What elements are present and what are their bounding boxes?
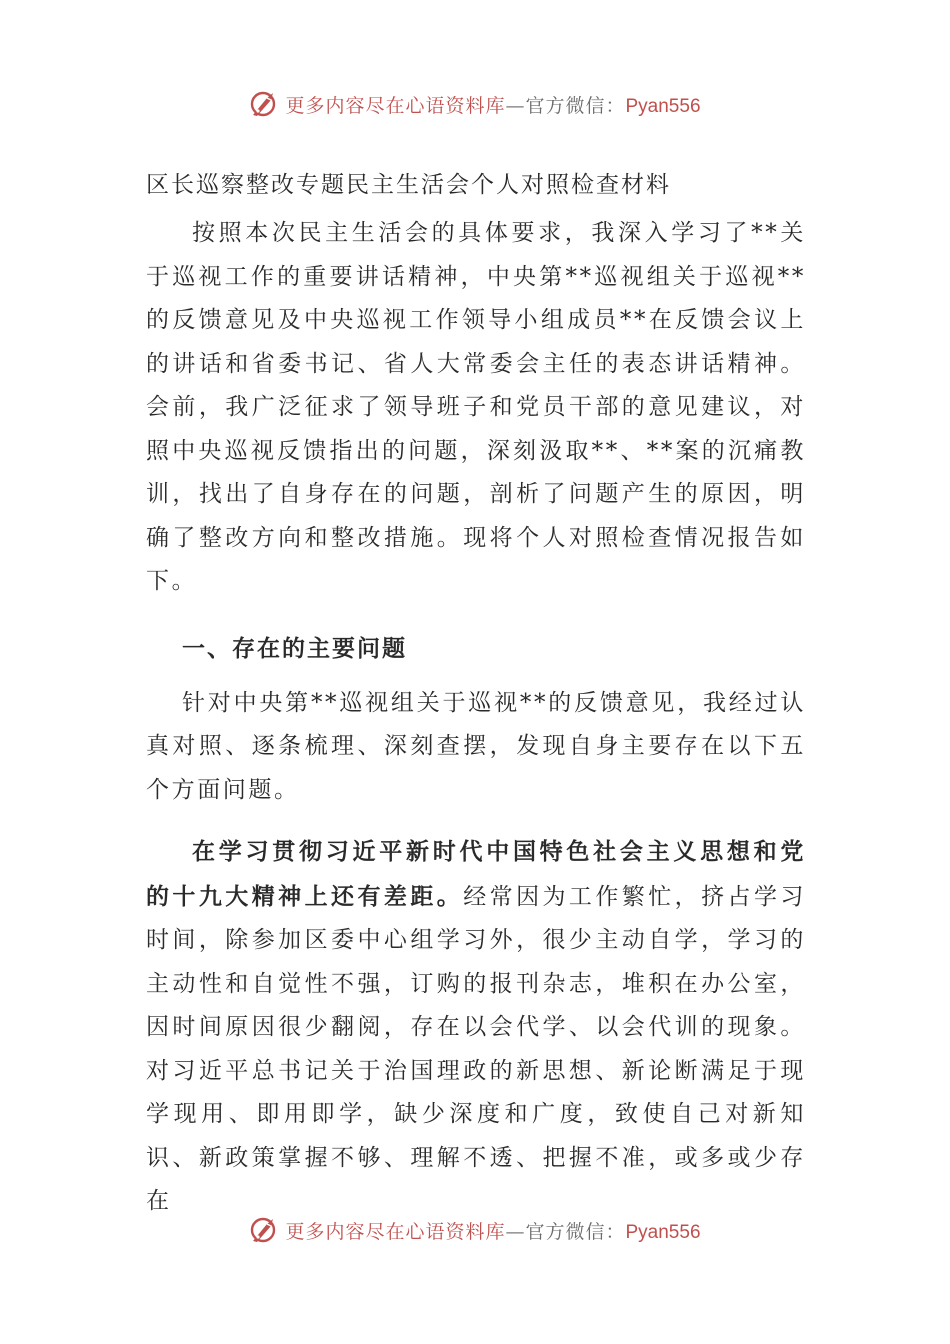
document-body: [146, 168, 806, 1224]
pen-nib-logo-icon: [249, 89, 279, 119]
header-separator: —: [505, 94, 526, 117]
point-bold-lead: 在学习贯彻习近平新时代中国特色社会主义思想和党的十九大精神上还有差距。: [146, 838, 806, 910]
intro-paragraph: 按照本次民主生活会的具体要求，我深入学习了**关于巡视工作的重要讲话精神，中央第**巡视组关于巡视**的反馈意见及中央巡视工作领导小组成员**在反馈会议上的讲话和省委书记、省人大常委会主任的表态讲话精神。会前，我广泛征求了领导班子和党员干部的意见建议，对照中央巡视反馈指出的问题，深刻汲取**、**案的沉痛教训，找出了自身存在的问题，剖析了问题产生的原因，明确了整改方向和整改措施。现将个人对照检查情况报告如下。: [146, 220, 806, 594]
document-title: 区长巡察整改专题民主生活会个人对照检查材料: [146, 172, 671, 198]
header-banner: [0, 84, 950, 124]
footer-label: 官方微信：: [525, 1220, 626, 1243]
header-label: 官方微信：: [525, 94, 626, 117]
footer-separator: —: [505, 1220, 526, 1243]
footer-brand: 更多内容尽在心语资料库: [285, 1220, 506, 1243]
footer-banner-text: [285, 1217, 700, 1244]
section-heading: 一、存在的主要问题: [182, 634, 407, 662]
point-body-text: 经常因为工作繁忙，挤占学习时间，除参加区委中心组学习外，很少主动自学，学习的主动性和自觉性不强，订购的报刊杂志，堆积在办公室，因时间原因很少翻阅，存在以会代学、以会代训的现象。对习近平总书记关于治国理政的新思想、新论断满足于现学现用、即用即学，缺少深度和广度，致使自己对新知识、新政策掌握不够、理解不透、把握不准，或多或少存在: [146, 883, 806, 1214]
section-paragraph: 针对中央第**巡视组关于巡视**的反馈意见，我经过认真对照、逐条梳理、深刻查摆，发现自身主要存在以下五个方面问题。: [146, 689, 806, 803]
header-wechat-id: Pyan556: [625, 95, 701, 117]
pen-nib-logo-icon: [249, 1215, 279, 1245]
footer-wechat-id: Pyan556: [625, 1221, 701, 1243]
header-banner-text: [285, 91, 700, 118]
footer-banner: [0, 1210, 950, 1250]
point-paragraph: [146, 830, 806, 1224]
header-brand: 更多内容尽在心语资料库: [285, 94, 506, 117]
